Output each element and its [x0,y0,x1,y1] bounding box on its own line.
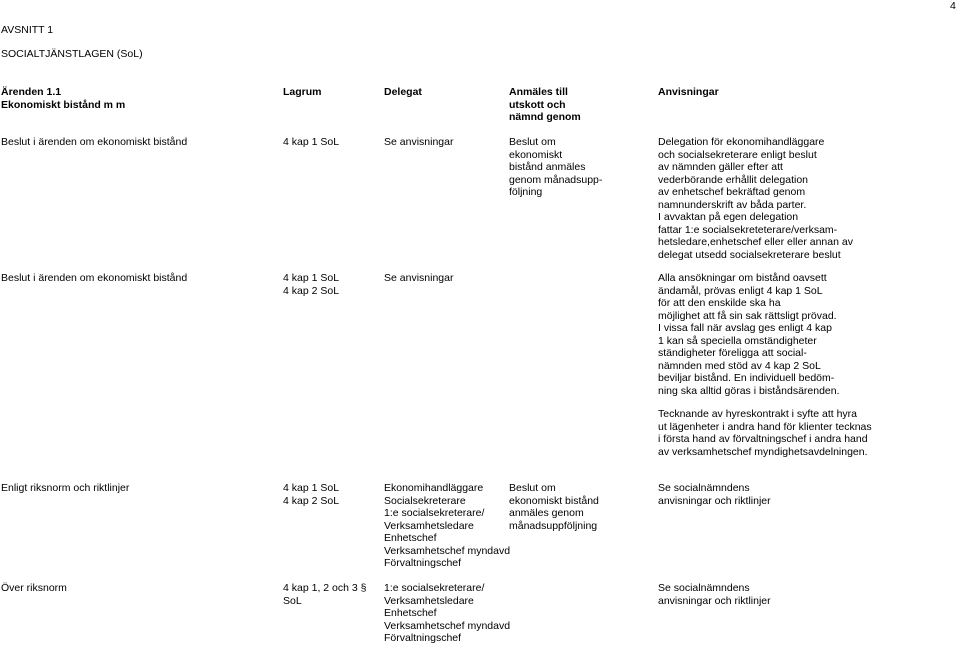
row-law: 4 kap 1 SoL 4 kap 2 SoL [283,272,340,297]
law-title: SOCIALTJÄNSTLAGEN (SoL) [1,48,143,60]
row-case: Enligt riksnorm och riktlinjer [1,482,130,494]
row-delegate: 1:e socialsekreterare/ Verksamhetsledare Enhetschef Verksamhetschef myndavd Förvaltningschef [384,582,511,644]
row-notes: Se socialnämndens anvisningar och riktlinjer [658,482,771,507]
section-title: AVSNITT 1 [1,24,54,36]
page-number: 4 [950,0,956,12]
header-instructions: Anvisningar [658,86,719,98]
row-law: 4 kap 1 SoL [283,136,340,148]
row-report: Beslut om ekonomiskt bistånd anmäles genom månadsuppföljning [509,482,599,532]
row-notes: Delegation för ekonomihandläggare och socialsekreterare enligt beslut av nämnden gäller efter att vederbörande erhållit delegation av enhetschef bekräftad genom namnunderskrift av båda parter. I avvaktan på egen delegation fattar 1:e socialsekreteterare/verksam- hetsledare,enhetschef eller eller annan av delegat utsedd socialsekreterare beslut [658,136,853,261]
row-case: Beslut i ärenden om ekonomiskt bistånd [1,272,188,284]
row-delegate: Se anvisningar [384,136,454,148]
row-notes: Se socialnämndens anvisningar och riktlinjer [658,582,771,607]
row-delegate: Ekonomihandläggare Socialsekreterare 1:e socialsekreterare/ Verksamhetsledare Enhetschef Verksamhetschef myndavd Förvaltningschef [384,482,511,569]
header-reported-to: Anmäles till utskott och nämnd genom [509,86,581,123]
row-delegate: Se anvisningar [384,272,454,284]
row-notes: Alla ansökningar om bistånd oavsett ändamål, prövas enligt 4 kap 1 SoL för att den enskilde ska ha möjlighet att få sin sak rättsligt prövad. I vissa fall när avslag ges enligt 4 kap 1 kan så speciella omständigheter ständigheter föreligga att social- nämnden med stöd av 4 kap 2 SoL beviljar bistånd. En individuell bedöm- ning ska alltid göras i biståndsärenden. [658,272,840,397]
row-notes-extra: Tecknande av hyreskontrakt i syfte att hyra ut lägenheter i andra hand för klienter tecknas i första hand av förvaltningschef i andra hand av verksamhetschef myndighetsavdelningen. [658,408,872,458]
header-lagrum: Lagrum [283,86,322,98]
row-report: Beslut om ekonomiskt bistånd anmäles genom månadsupp- följning [509,136,603,198]
header-delegat: Delegat [384,86,422,98]
row-case: Över riksnorm [1,582,67,594]
row-law: 4 kap 1 SoL 4 kap 2 SoL [283,482,340,507]
row-case: Beslut i ärenden om ekonomiskt bistånd [1,136,188,148]
row-law: 4 kap 1, 2 och 3 § SoL [283,582,367,607]
header-cases: Ärenden 1.1 Ekonomiskt bistånd m m [1,86,126,111]
